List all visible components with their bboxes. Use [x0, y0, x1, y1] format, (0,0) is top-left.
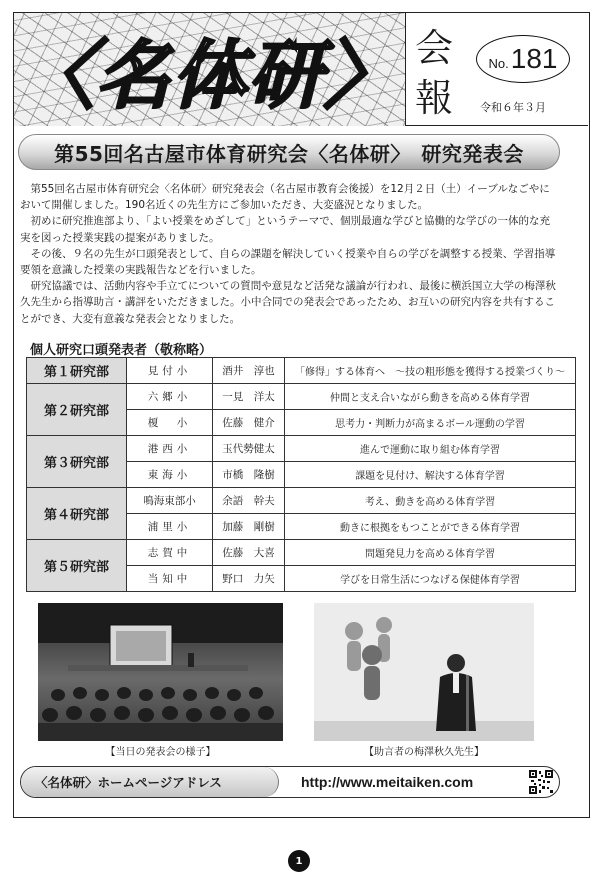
issue-number-badge: No. 181 — [476, 35, 570, 83]
presenter-cell: 市橋 隆樹 — [213, 462, 285, 488]
section-title: 個人研究口頭発表者（敬称略） — [30, 343, 213, 358]
department-cell: 第２研究部 — [27, 384, 127, 436]
theme-cell: 動きに根拠をもつことができる体育学習 — [285, 514, 576, 540]
department-cell: 第５研究部 — [27, 540, 127, 592]
presenters-table — [26, 357, 576, 592]
presenter-cell: 野口 力矢 — [213, 566, 285, 592]
department-cell: 第３研究部 — [27, 436, 127, 488]
presenter-cell: 余語 幹夫 — [213, 488, 285, 514]
newsletter-title: 〈名体研〉 — [20, 32, 400, 119]
homepage-url-link[interactable]: http://www.meitaiken.com — [301, 774, 474, 790]
homepage-label: 〈名体研〉ホームページアドレス — [21, 767, 279, 797]
presenter-cell: 佐藤 大喜 — [213, 540, 285, 566]
speaker-illustration — [314, 603, 534, 741]
table-row — [27, 540, 576, 566]
theme-cell: 思考力・判断力が高まるボール運動の学習 — [285, 410, 576, 436]
photo-caption: 【助言者の梅澤秋久先生】 — [364, 747, 484, 758]
school-cell: 東海小 — [127, 462, 213, 488]
department-cell: 第４研究部 — [27, 488, 127, 540]
qr-code-icon[interactable] — [529, 770, 553, 794]
paragraph: 初めに研究推進部より、「よい授業をめざして」というテーマで、個別最適な学びと協働的な学びの一体的な充実を図った授業実践の提案がありました。 — [20, 215, 551, 244]
homepage-bar — [20, 766, 560, 798]
theme-cell: 「修得」する体育へ ～技の粗形態を獲得する授業づくり～ — [285, 358, 576, 384]
headline-banner: 第55回名古屋市体育研究会〈名体研〉 研究発表会 — [18, 134, 560, 170]
theme-cell: 進んで運動に取り組む体育学習 — [285, 436, 576, 462]
title-banner — [14, 13, 406, 126]
article-body — [20, 181, 560, 327]
photo-caption: 【当日の発表会の様子】 — [105, 747, 216, 758]
speaker-photo — [314, 603, 534, 741]
table-row — [27, 436, 576, 462]
table-row — [27, 358, 576, 384]
school-cell: 港西小 — [127, 436, 213, 462]
page-number: 1 — [288, 850, 310, 872]
school-cell: 鳴海東部小 — [127, 488, 213, 514]
presenter-cell: 佐藤 健介 — [213, 410, 285, 436]
presenter-cell: 加藤 剛樹 — [213, 514, 285, 540]
table-row — [27, 488, 576, 514]
theme-cell: 問題発見力を高める体育学習 — [285, 540, 576, 566]
conference-hall-photo — [38, 603, 283, 741]
school-cell: 当知中 — [127, 566, 213, 592]
paragraph: 研究協議では、活動内容や手立てについての質問や意見など活発な議論が行われ、最後に横浜国立大学の梅澤秋久先生から指導助言・講評をいただきました。小中合同での発表会であったため、お互いの研究内容を共有することができ、大変有意義な発表会となりました。 — [20, 280, 556, 325]
theme-cell: 仲間と支え合いながら動きを高める体育学習 — [285, 384, 576, 410]
conference-hall-illustration — [38, 603, 283, 741]
paragraph: その後、９名の先生が口頭発表として、自らの課題を解決していく授業や自らの学びを調整する授業、学習指導要領を意識した授業の実践報告などを行いました。 — [20, 247, 556, 277]
school-cell: 浦里小 — [127, 514, 213, 540]
school-cell: 見付小 — [127, 358, 213, 384]
theme-cell: 学びを日常生活につなげる保健体育学習 — [285, 566, 576, 592]
theme-cell: 課題を見付け、解決する体育学習 — [285, 462, 576, 488]
masthead — [14, 13, 588, 126]
kaiho-label: 会 報 — [414, 26, 453, 120]
presenter-cell: 酒井 淳也 — [213, 358, 285, 384]
school-cell: 志賀中 — [127, 540, 213, 566]
school-cell: 六郷小 — [127, 384, 213, 410]
table-row — [27, 384, 576, 410]
presenter-cell: 玉代勢健太 — [213, 436, 285, 462]
issue-date: 令和６年３月 — [480, 101, 546, 114]
school-cell: 榎 小 — [127, 410, 213, 436]
presenter-cell: 一見 洋太 — [213, 384, 285, 410]
paragraph: 第55回名古屋市体育研究会〈名体研〉研究発表会（名古屋市教育会後援）を12月２日（土）イーブルなごやにおいて開催しました。190名近くの先生方にご参加いただき、大変盛況となりました。 — [20, 183, 550, 212]
theme-cell: 考え、動きを高める体育学習 — [285, 488, 576, 514]
department-cell: 第１研究部 — [27, 358, 127, 384]
